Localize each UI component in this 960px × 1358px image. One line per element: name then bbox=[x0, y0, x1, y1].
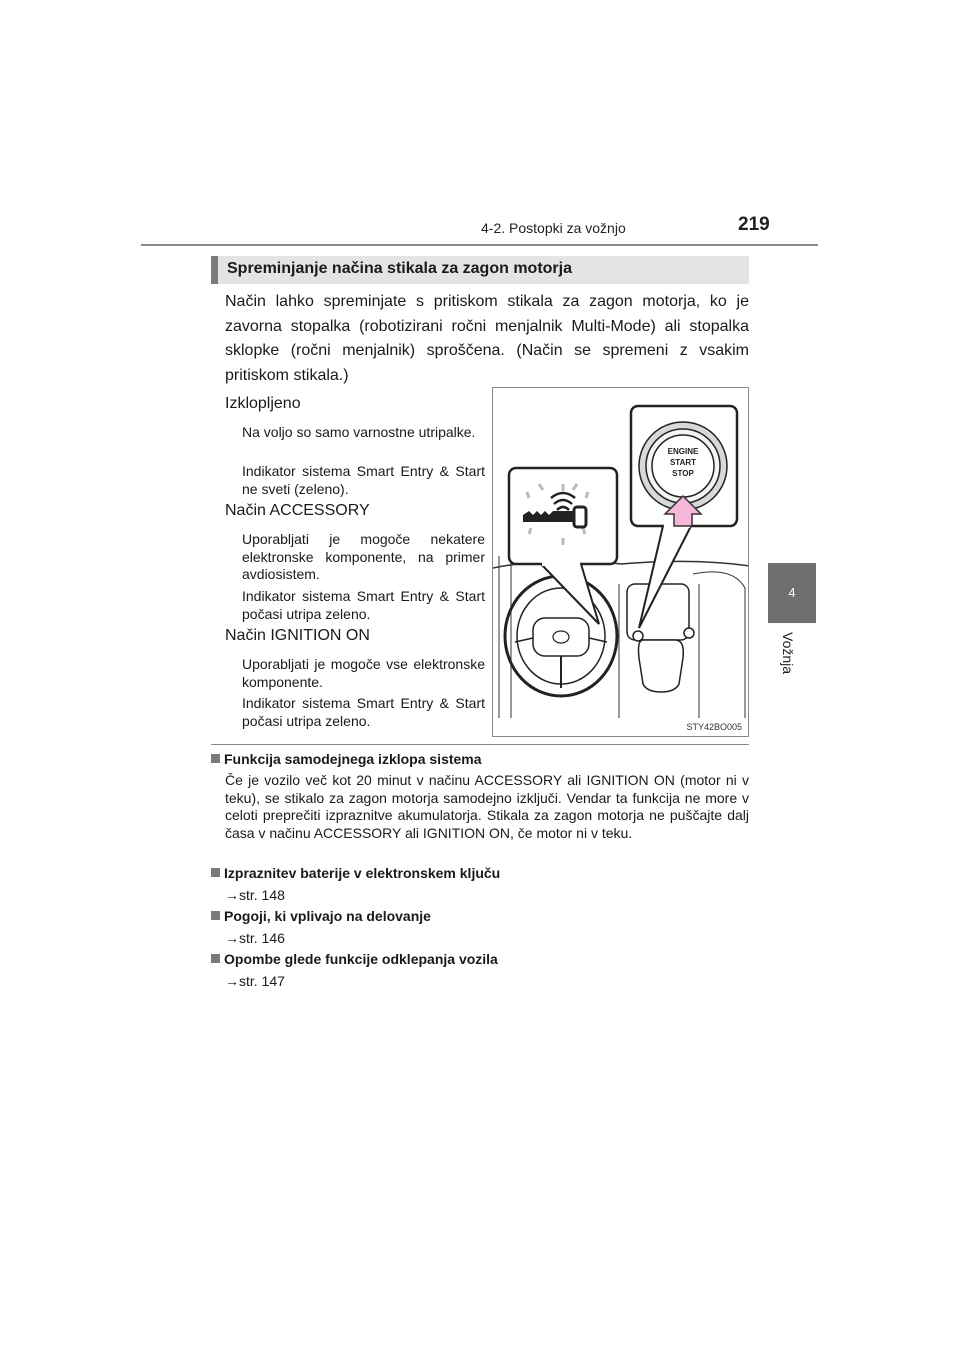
square-bullet-icon bbox=[211, 868, 220, 877]
header-divider bbox=[141, 244, 818, 246]
note-heading bbox=[211, 751, 482, 767]
section-title: 4-2. Postopki za vožnjo bbox=[481, 220, 626, 236]
chapter-label: Vožnja bbox=[780, 632, 796, 675]
mode-accessory-desc-1: Uporabljati je mogoče nekatere elektronske komponente, na primer avdiosistem. bbox=[242, 531, 485, 582]
square-bullet-icon bbox=[211, 954, 220, 963]
dashboard-drawing bbox=[493, 388, 749, 737]
page-reference: →str. 148 bbox=[225, 887, 285, 903]
heading-text: Spreminjanje načina stikala za zagon motorja bbox=[227, 260, 572, 277]
square-bullet-icon bbox=[211, 911, 220, 920]
note-title: Opombe glede funkcije odklepanja vozila bbox=[224, 951, 498, 967]
mode-ignition-desc-1: Uporabljati je mogoče vse elektronske komponente. bbox=[242, 656, 485, 690]
page-reference: →str. 146 bbox=[225, 930, 285, 946]
note-title: Pogoji, ki vplivajo na delovanje bbox=[224, 908, 431, 924]
mode-off-title: Izklopljeno bbox=[225, 395, 301, 412]
chapter-label-container bbox=[772, 628, 812, 708]
button-label-1: ENGINE bbox=[667, 447, 699, 456]
section-divider bbox=[211, 744, 749, 745]
center-console bbox=[619, 584, 699, 718]
note-body: Če je vozilo več kot 20 minut v načinu ACCESSORY ali IGNITION ON (motor ni v teku), se stikalo za zagon motorja samodejno izključi. Vendar ta funkcija ne more v celoti preprečiti izpraznitve akumulatorja. Stikala za zagon motorja ne puščajte dalj časa v načinu ACCESSORY ali IGNITION ON, če motor ni v teku. bbox=[225, 772, 749, 842]
note-heading bbox=[211, 951, 498, 967]
heading-accent bbox=[211, 256, 218, 284]
square-bullet-icon bbox=[211, 754, 220, 763]
dashboard-illustration bbox=[492, 387, 749, 737]
section-heading bbox=[211, 256, 749, 284]
page-number: 219 bbox=[738, 214, 770, 235]
note-heading bbox=[211, 908, 431, 924]
mode-off-desc-1: Na voljo so samo varnostne utripalke. bbox=[242, 424, 476, 440]
note-heading bbox=[211, 865, 500, 881]
button-label-3: STOP bbox=[672, 469, 694, 478]
mode-ignition-desc-2: Indikator sistema Smart Entry & Start počasi utripa zeleno. bbox=[242, 695, 485, 729]
indicator-callout bbox=[509, 468, 617, 624]
chapter-number: 4 bbox=[788, 585, 796, 600]
page-reference: →str. 147 bbox=[225, 973, 285, 989]
mode-accessory-desc-2: Indikator sistema Smart Entry & Start počasi utripa zeleno. bbox=[242, 588, 485, 622]
mode-accessory-title: Način ACCESSORY bbox=[225, 502, 370, 519]
note-title: Funkcija samodejnega izklopa sistema bbox=[224, 751, 482, 767]
mode-off-desc-2: Indikator sistema Smart Entry & Start ne sveti (zeleno). bbox=[242, 463, 485, 497]
chapter-tab bbox=[768, 563, 816, 623]
figure-code: STY42BO005 bbox=[686, 722, 742, 732]
mode-ignition-title: Način IGNITION ON bbox=[225, 627, 370, 644]
note-title: Izpraznitev baterije v elektronskem ključu bbox=[224, 865, 501, 881]
steering-wheel bbox=[505, 576, 617, 696]
intro-paragraph: Način lahko spreminjate s pritiskom stikala za zagon motorja, ko je zavorna stopalka (robotizirani ročni menjalnik Multi-Mode) ali stopalka sklopke (ročni menjalnik) sproščena. (Način se spremeni z vsakim pritiskom stikala.) bbox=[225, 293, 749, 384]
button-label-2: START bbox=[669, 458, 697, 467]
